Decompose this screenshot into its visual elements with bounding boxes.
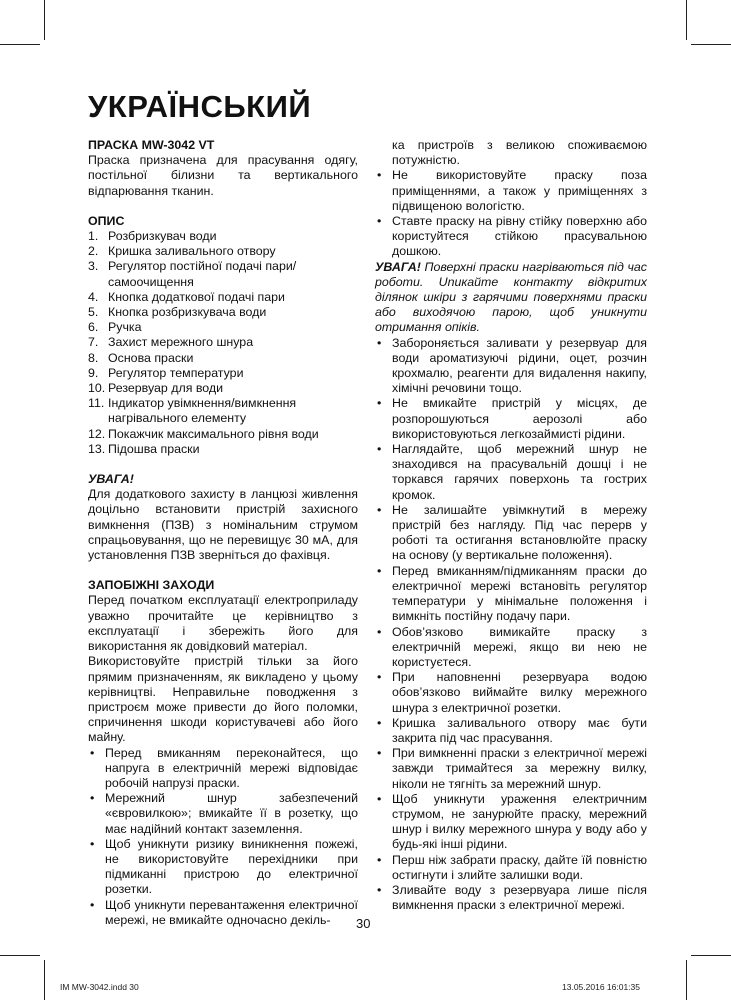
footer-timestamp: 13.05.2016 16:01:35 [562,982,640,992]
list-item: • При наповненні резервуара водою обов’язково виймайте вилку мережного шнура з електричної розетки. [377,670,647,715]
model-title: ПРАСКА MW-3042 VT [88,138,215,152]
left-column [88,138,358,928]
list-item: • При вимкненні праски з електричної мережі завжди тримайтеся за мережну вилку, ніколи не тягніть за мережний шнур. [377,746,647,791]
list-item: • Обов’язково вимикайте праску з електричній мережі, якщо ви нею не користуєтеся. [377,624,647,669]
safety-bullets-b [375,336,647,914]
crop-mark-bottom-right-v [686,960,687,1000]
list-item: 9. Регулятор температури [88,365,244,380]
crop-mark-top-left-v [44,0,45,40]
list-item: • Ставте праску на рівну стійку поверхню або користуйтеся стійкою прасувальною дошкою. [377,214,647,259]
description-title: ОПИС [88,213,125,228]
list-item: • Щоб уникнути ураження електричним струмом, не занурюйте праску, мережний шнур і вилку мережного шнура у воду або у будь-які інші рідини. [377,791,647,852]
page-number: 30 [356,916,371,931]
list-item: • Зливайте воду з резервуара лише після вимкнення праски з електричної мережі. [377,882,647,913]
list-item: 8. Основа праски [88,350,194,365]
crop-mark-top-right-h [691,44,731,45]
list-item: 10. Резервуар для води [88,381,224,396]
list-item: • Щоб уникнути ризику виникнення пожежі, не використовуйте перехідники при підмиканні пристрою до електричної розетки. [90,836,358,897]
warning-text: Поверхні праски нагріваються під час роботи. Unикайте контакту відкритих ділянок шкіри з гарячими поверхнями праски або виходячою парою, щоб уникнути отримання опіків. [375,259,647,335]
list-item: • Не використовуйте праску поза приміщеннями, а також у приміщеннях з підвищеною вологістю. [377,168,647,213]
right-column [375,138,647,913]
list-item: 2. Кришка заливального отвору [88,244,276,259]
list-item: • Не залишайте увімкнутий в мережу пристрій без нагляду. Під час перерв у роботі та остигання встановлюйте праску на основу (у вертикальне положення). [377,502,647,563]
list-item: 6. Ручка [88,320,142,335]
warning-title: УВАГА! [88,472,134,487]
intro-paragraph: Праска призначена для прасування одягу, постільної білизни та вертикального відпарювання тканин. [88,153,358,198]
parts-list [88,229,358,457]
safety-bullets [88,746,358,928]
list-item: 4. Кнопка додаткової подачі пари [88,289,285,304]
warning-text: Для додаткового захисту в ланцюзі живлення доцільно встановити пристрій захисного вимкнення (ПЗВ) з номінальним струмом спрацьовування, що не перевищує 30 мА, для установлення ПЗВ зверніться до фахівця. [88,487,358,563]
list-item: • Не вмикайте пристрій у місцях, де розпорошуються аерозолі або використовуються легкозаймисті рідини. [377,396,647,441]
safety-bullets-a [375,168,647,259]
crop-mark-bottom-left-h [0,955,40,956]
list-item: • Перед вмиканням/підмиканням праски до електричної мережі встановіть регулятор температури у мінімальне положення і вимкніть постійну подачу пари. [377,563,647,624]
footer-file-info: IM MW-3042.indd 30 [60,982,139,992]
warning-block [375,260,647,336]
continuation-text: ка пристроїв з великою споживаємою потужністю. [392,138,647,168]
crop-mark-bottom-left-v [44,960,45,1000]
list-item: 5. Кнопка розбризкувача води [88,305,267,320]
list-item: 11. Індикатор увімкнення/вимкнення нагрівального елементу [88,396,297,426]
list-item: • Перед вмиканням переконайтеся, що напруга в електричній мережі відповідає робочій напрузі праски. [90,745,358,790]
language-heading: УКРАЇНСЬКИЙ [88,89,312,124]
safety-paragraph: Перед початком експлуатації електроприладу уважно прочитайте це керівництво з експлуатації і збережіть його для використання як довідковий матеріал. [88,593,358,654]
list-item: • Кришка заливального отвору має бути закрита під час прасування. [377,715,647,745]
list-item: • Забороняється заливати у резервуар для води ароматизуючі рідини, оцет, розчин крохмалю, реагенти для видалення накипу, хімічні речовини тощо. [377,335,647,396]
crop-mark-top-left-h [0,44,40,45]
list-item: • Перш ніж забрати праску, дайте їй повністю остигнути і злийте залишки води. [377,852,647,882]
list-item: 7. Захист мережного шнура [88,335,254,350]
warning-title: УВАГА! [375,259,421,274]
list-item: 13. Підошва праски [88,441,200,456]
list-item: 3. Регулятор постійної подачі пари/ самоочищення [88,259,297,289]
safety-paragraph: Використовуйте пристрій тільки за його прямим призначенням, як викладено у цьому керівництві. Неправильне поводження з пристроєм може привести до його поломки, спричинення шкоди користувачеві або його майну. [88,654,358,745]
list-item: • Наглядайте, щоб мережний шнур не знаходився на прасувальній дошці і не торкався гарячих поверхонь та гострих кромок. [377,442,647,502]
crop-mark-bottom-right-h [691,955,731,956]
crop-mark-top-right-v [686,0,687,40]
safety-title: ЗАПОБІЖНІ ЗАХОДИ [88,578,215,593]
list-item: • Щоб уникнути перевантаження електричної мережі, не вмикайте одночасно декіль- [90,897,358,927]
list-item: • Мережний шнур забезпечений «євровилкою»; вмикайте її в розетку, що має надійний контакт заземлення. [90,791,358,836]
list-item: 1. Розбризкувач води [88,229,217,244]
list-item: 12. Покажчик максимального рівня води [88,426,319,441]
